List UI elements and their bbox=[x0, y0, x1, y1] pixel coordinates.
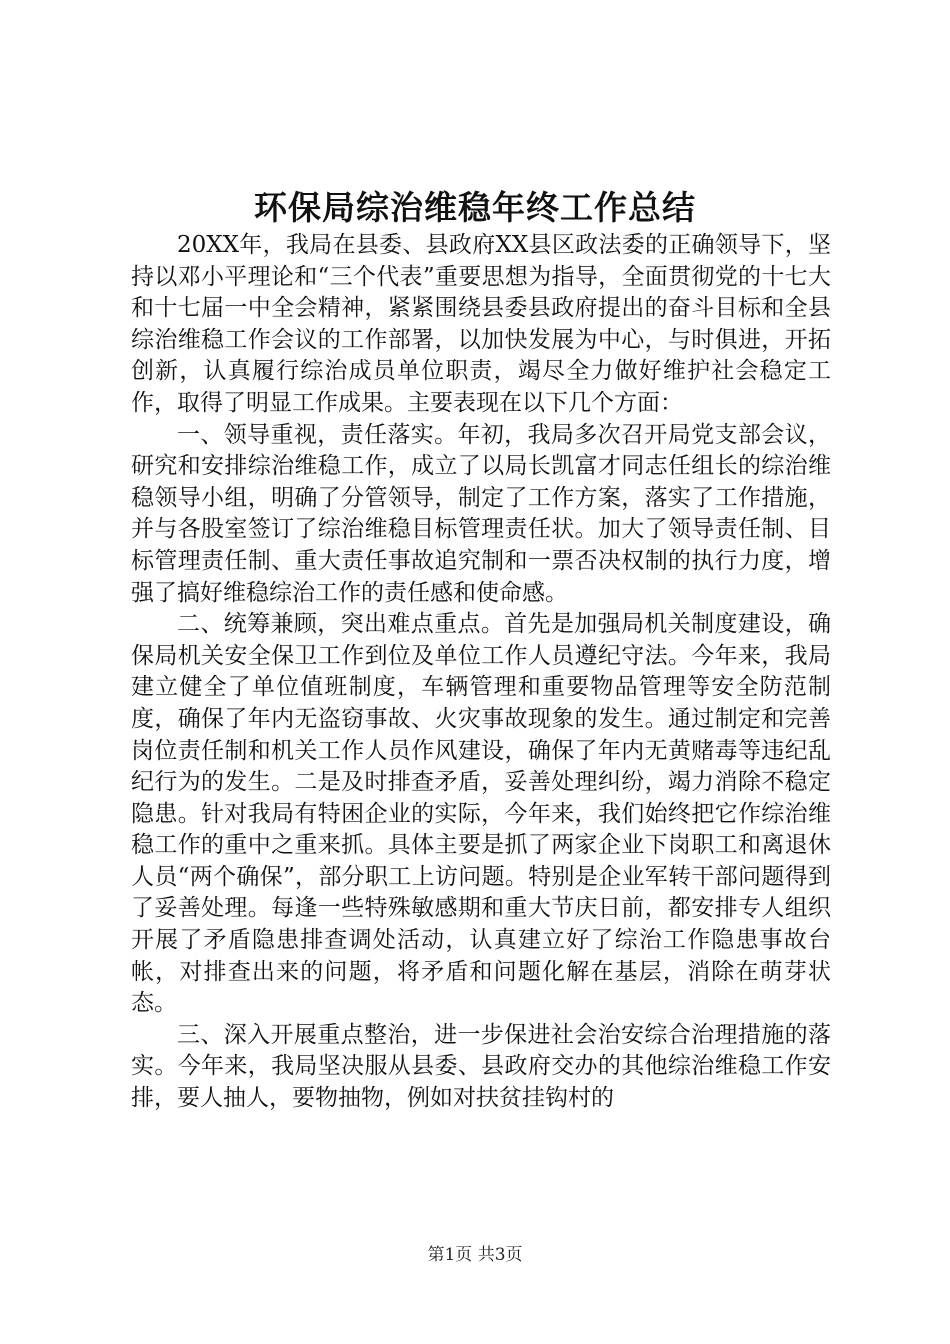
page-footer: 第1页 共3页 bbox=[427, 1245, 523, 1265]
paragraph-intro: 20XX年，我局在县委、县政府XX县区政法委的正确领导下，坚持以邓小平理论和“三个代表”重要思想为指导，全面贯彻党的十七大和十七届一中全会精神，紧紧围绕县委县政府提出的奋斗目标和全县综治维稳工作会议的工作部署，以加快发展为中心，与时俱进，开拓创新，认真履行综治成员单位职责，竭尽全力做好维护社会稳定工作，取得了明显工作成果。主要表现在以下几个方面： bbox=[131, 232, 831, 416]
document-title: 环保局综治维稳年终工作总结 bbox=[254, 188, 696, 227]
paragraph-section-1: 一、领导重视，责任落实。年初，我局多次召开局党支部会议，研究和安排综治维稳工作，成立了以局长凯富才同志任组长的综治维稳领导小组，明确了分管领导，制定了工作方案，落实了工作措施，并与各股室签订了综治维稳目标管理责任状。加大了领导责任制、目标管理责任制、重大责任事故追究制和一票否决权制的执行力度，增强了搞好维稳综治工作的责任感和使命感。 bbox=[131, 421, 831, 606]
paragraph-section-3: 三、深入开展重点整治，进一步保进社会治安综合治理措施的落实。今年来，我局坚决服从县委、县政府交办的其他综治维稳工作安排，要人抽人，要物抽物，例如对扶贫挂钩村的 bbox=[131, 1021, 831, 1112]
document-body bbox=[131, 230, 831, 1115]
paragraph-section-2: 二、统筹兼顾，突出难点重点。首先是加强局机关制度建设，确保局机关安全保卫工作到位及单位工作人员遵纪守法。今年来，我局建立健全了单位值班制度，车辆管理和重要物品管理等安全防范制度，确保了年内无盗窃事故、火灾事故现象的发生。通过制定和完善岗位责任制和机关工作人员作风建设，确保了年内无黄赌毒等违纪乱纪行为的发生。二是及时排查矛盾，妥善处理纠纷，竭力消除不稳定隐患。针对我局有特困企业的实际，今年来，我们始终把它作综治维稳工作的重中之重来抓。具体主要是抓了两家企业下岗职工和离退休人员“两个确保”，部分职工上访问题。特别是企业军转干部问题得到了妥善处理。每逢一些特殊敏感期和重大节庆日前，都安排专人组织开展了矛盾隐患排查调处活动，认真建立好了综治工作隐患事故台帐，对排查出来的问题，将矛盾和问题化解在基层，消除在萌芽状态。 bbox=[131, 611, 831, 1017]
